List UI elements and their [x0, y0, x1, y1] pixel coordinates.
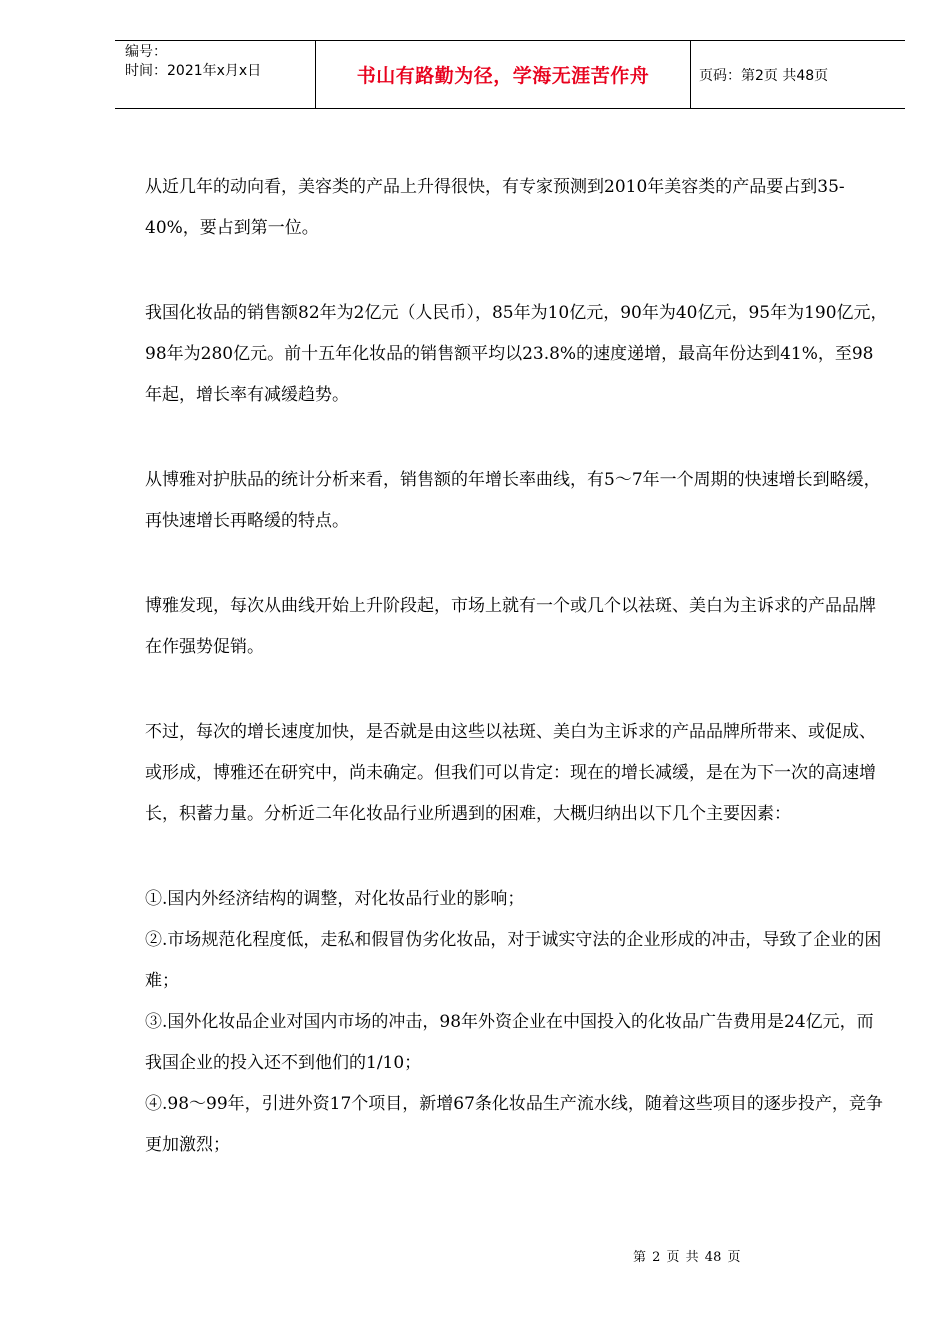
list-item: ④.98～99年，引进外资17个项目，新增67条化妆品生产流水线，随着这些项目的逐步投产，竞争更加激烈； [145, 1094, 883, 1155]
list-item: ③.国外化妆品企业对国内市场的冲击，98年外资企业在中国投入的化妆品广告费用是24亿元，而我国企业的投入还不到他们的1/10； [145, 1012, 874, 1073]
paragraph-growth-cycle: 从博雅对护肤品的统计分析来看，销售额的年增长率曲线，有5～7年一个周期的快速增长到略缓，再快速增长再略缓的特点。 [145, 470, 881, 531]
document-time-label: 时间：2021年x月x日 [125, 63, 262, 79]
paragraph-growth-analysis: 不过，每次的增长速度加快，是否就是由这些以祛斑、美白为主诉求的产品品牌所带来、或促成、或形成，博雅还在研究中，尚未确定。但我们可以肯定：现在的增长减缓，是在为下一次的高速增长，积蓄力量。分析近二年化妆品行业所遇到的困难，大概归纳出以下几个主要因素： [145, 722, 876, 824]
document-number-label: 编号： [125, 44, 167, 60]
header-page-info: 页码：第2页 共48页 [699, 67, 829, 84]
page-footer: 第 2 页 共 48 页 [633, 1250, 741, 1265]
document-body [145, 167, 890, 1166]
paragraph-sales-figures: 我国化妆品的销售额82年为2亿元（人民币），85年为10亿元，90年为40亿元，95年为190亿元，98年为280亿元。前十五年化妆品的销售额平均以23.8%的速度递增，最高年份达到41%，至98年起，增长率有减缓趋势。 [145, 303, 888, 405]
factor-list [145, 879, 890, 1166]
paragraph-promotion-finding: 博雅发现，每次从曲线开始上升阶段起，市场上就有一个或几个以祛斑、美白为主诉求的产品品牌在作强势促销。 [145, 596, 876, 657]
header-meta [115, 41, 316, 108]
page-header [115, 40, 905, 109]
paragraph-beauty-trend: 从近几年的动向看，美容类的产品上升得很快，有专家预测到2010年美容类的产品要占到35-40%，要占到第一位。 [145, 177, 845, 238]
header-motto: 书山有路勤为径，学海无涯苦作舟 [316, 41, 691, 108]
list-item: ②.市场规范化程度低，走私和假冒伪劣化妆品，对于诚实守法的企业形成的冲击，导致了企业的困难； [145, 930, 882, 991]
list-item: ①.国内外经济结构的调整，对化妆品行业的影响； [145, 889, 525, 909]
